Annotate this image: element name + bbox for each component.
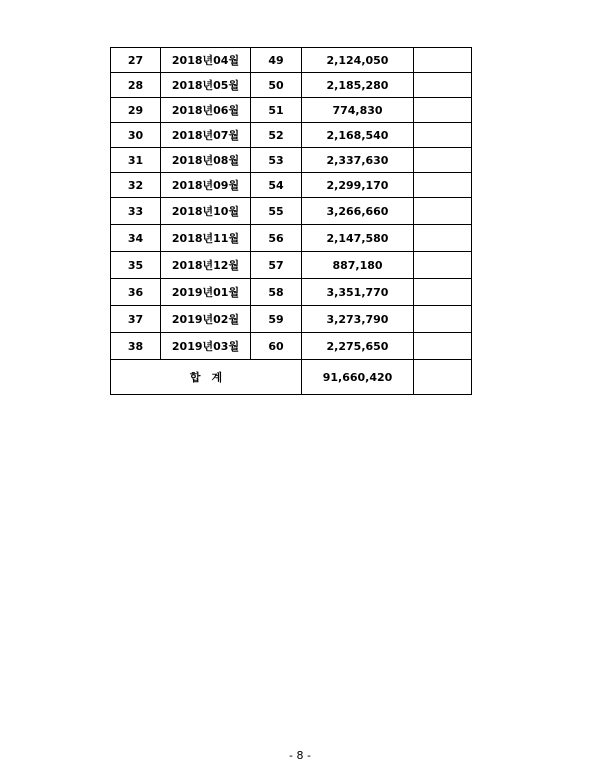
month-cell: 2018년09월: [161, 173, 251, 198]
note-cell: [414, 252, 472, 279]
amount-cell: 2,124,050: [302, 48, 414, 73]
sequence-cell: 54: [251, 173, 302, 198]
sequence-cell: 51: [251, 98, 302, 123]
row-number-cell: 27: [111, 48, 161, 73]
month-cell: 2018년04월: [161, 48, 251, 73]
sequence-cell: 53: [251, 148, 302, 173]
note-cell: [414, 123, 472, 148]
row-number-cell: 36: [111, 279, 161, 306]
table-row: [111, 48, 472, 73]
table-row: [111, 252, 472, 279]
month-cell: 2018년11월: [161, 225, 251, 252]
month-cell: 2018년06월: [161, 98, 251, 123]
month-cell: 2018년10월: [161, 198, 251, 225]
table-row: [111, 306, 472, 333]
note-cell: [414, 333, 472, 360]
sequence-cell: 60: [251, 333, 302, 360]
month-cell: 2018년12월: [161, 252, 251, 279]
total-row: [111, 360, 472, 395]
note-cell: [414, 98, 472, 123]
amount-cell: 887,180: [302, 252, 414, 279]
month-cell: 2019년02월: [161, 306, 251, 333]
month-cell: 2018년05월: [161, 73, 251, 98]
month-cell: 2018년08월: [161, 148, 251, 173]
row-number-cell: 32: [111, 173, 161, 198]
sequence-cell: 50: [251, 73, 302, 98]
note-cell: [414, 173, 472, 198]
table-row: [111, 73, 472, 98]
month-cell: 2019년03월: [161, 333, 251, 360]
page-number: - 8 -: [289, 749, 311, 762]
note-cell: [414, 148, 472, 173]
sequence-cell: 59: [251, 306, 302, 333]
amount-cell: 2,168,540: [302, 123, 414, 148]
sequence-cell: 49: [251, 48, 302, 73]
sequence-cell: 55: [251, 198, 302, 225]
table-row: [111, 279, 472, 306]
table-row: [111, 123, 472, 148]
table-row: [111, 198, 472, 225]
note-cell: [414, 306, 472, 333]
amount-cell: 774,830: [302, 98, 414, 123]
note-cell: [414, 48, 472, 73]
sequence-cell: 57: [251, 252, 302, 279]
row-number-cell: 34: [111, 225, 161, 252]
note-cell: [414, 225, 472, 252]
amount-cell: 3,273,790: [302, 306, 414, 333]
note-cell: [414, 198, 472, 225]
amount-cell: 3,266,660: [302, 198, 414, 225]
row-number-cell: 30: [111, 123, 161, 148]
amount-cell: 3,351,770: [302, 279, 414, 306]
total-note-cell: [414, 360, 472, 395]
table-row: [111, 173, 472, 198]
amount-cell: 2,299,170: [302, 173, 414, 198]
amount-cell: 2,147,580: [302, 225, 414, 252]
sequence-cell: 56: [251, 225, 302, 252]
month-cell: 2018년07월: [161, 123, 251, 148]
amount-cell: 2,337,630: [302, 148, 414, 173]
row-number-cell: 38: [111, 333, 161, 360]
total-label: 합 계: [111, 360, 302, 395]
payment-table: [110, 47, 472, 395]
row-number-cell: 31: [111, 148, 161, 173]
total-amount: 91,660,420: [302, 360, 414, 395]
amount-cell: 2,185,280: [302, 73, 414, 98]
row-number-cell: 35: [111, 252, 161, 279]
note-cell: [414, 73, 472, 98]
table-row: [111, 225, 472, 252]
table-row: [111, 98, 472, 123]
sequence-cell: 52: [251, 123, 302, 148]
table-row: [111, 148, 472, 173]
row-number-cell: 28: [111, 73, 161, 98]
row-number-cell: 37: [111, 306, 161, 333]
month-cell: 2019년01월: [161, 279, 251, 306]
row-number-cell: 29: [111, 98, 161, 123]
note-cell: [414, 279, 472, 306]
sequence-cell: 58: [251, 279, 302, 306]
amount-cell: 2,275,650: [302, 333, 414, 360]
row-number-cell: 33: [111, 198, 161, 225]
table-row: [111, 333, 472, 360]
